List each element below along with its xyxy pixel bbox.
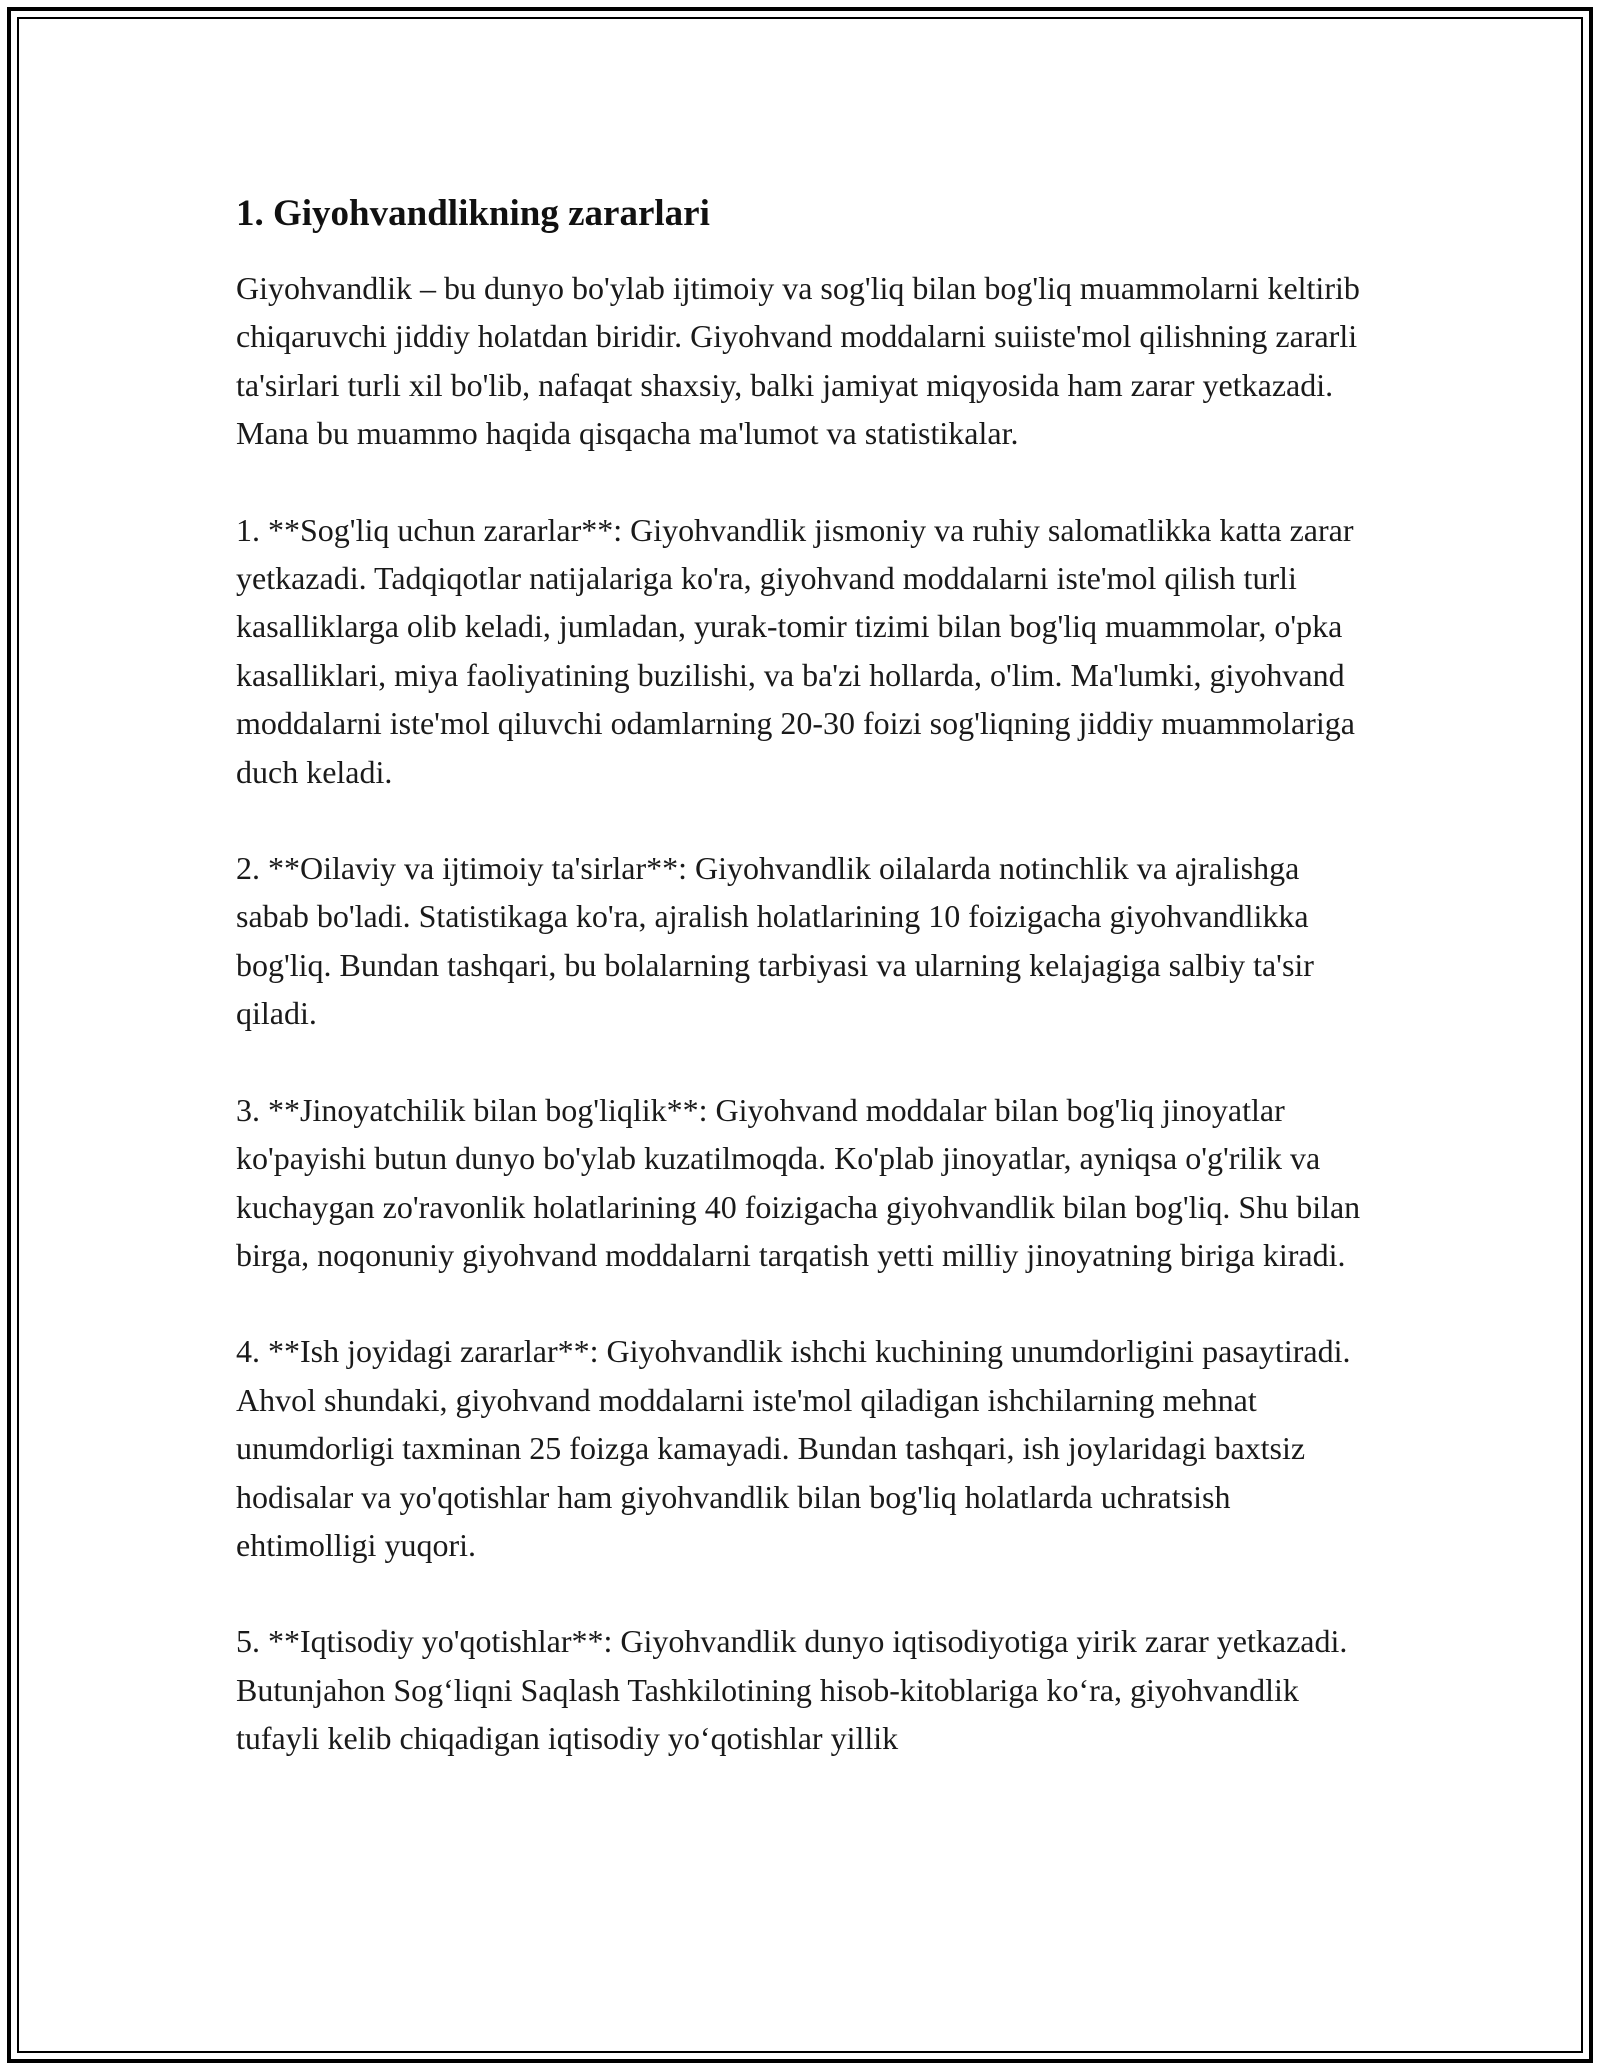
document-body [236, 186, 1376, 1811]
document-title: 1. Giyohvandlikning zararlari [236, 193, 710, 234]
intro-paragraph: Giyohvandlik – bu dunyo bo'ylab ijtimoiy va sog'liq bilan bog'liq muammolarni keltirib chiqaruvchi jiddiy holatdan biridir. Giyohvand moddalarni suiiste'mol qilishning zararli ta'sirlari turli xil bo'lib, nafaqat shaxsiy, balki jamiyat miqyosida ham zarar yetkazadi. Mana bu muammo haqida qisqacha ma'lumot va statistikalar. [236, 270, 1360, 452]
section-family-social-effects: 2. **Oilaviy va ijtimoiy ta'sirlar**: Giyohvandlik oilalarda notinchlik va ajralishga sabab bo'ladi. Statistikaga ko'ra, ajralish holatlarining 10 foizigacha giyohvandlikka bog'liq. Bundan tashqari, bu bolalarning tarbiyasi va ularning kelajagiga salbiy ta'sir qiladi. [236, 850, 1314, 1032]
section-health-harms: 1. **Sog'liq uchun zararlar**: Giyohvandlik jismoniy va ruhiy salomatlikka katta zarar yetkazadi. Tadqiqotlar natijalariga ko'ra, giyohvand moddalarni iste'mol qilish turli kasalliklarga olib keladi, jumladan, yurak-tomir tizimi bilan bog'liq muammolar, o'pka kasalliklari, miya faoliyatining buzilishi, va ba'zi hollarda, o'lim. Ma'lumki, giyohvand moddalarni iste'mol qiluvchi odamlarning 20-30 foizi sog'liqning jiddiy muammolariga duch keladi. [236, 511, 1355, 790]
section-crime-link: 3. **Jinoyatchilik bilan bog'liqlik**: Giyohvand moddalar bilan bog'liq jinoyatlar ko'payishi butun dunyo bo'ylab kuzatilmoqda. Ko'plab jinoyatlar, ayniqsa o'g'rilik va kuchaygan zo'ravonlik holatlarining 40 foizigacha giyohvandlik bilan bog'liq. Shu bilan birga, noqonuniy giyohvand moddalarni tarqatish yetti milliy jinoyatning biriga kiradi. [236, 1091, 1361, 1273]
section-economic-losses: 5. **Iqtisodiy yo'qotishlar**: Giyohvandlik dunyo iqtisodiyotiga yirik zarar yetkazadi. Butunjahon Sogʻliqni Saqlash Tashkilotining hisob-kitoblariga koʻra, giyohvandlik tufayli kelib chiqadigan iqtisodiy yoʻqotishlar yillik [236, 1623, 1348, 1757]
section-workplace-harms: 4. **Ish joyidagi zararlar**: Giyohvandlik ishchi kuchining unumdorligini pasaytiradi. Ahvol shundaki, giyohvand moddalarni iste'mol qiladigan ishchilarning mehnat unumdorligi taxminan 25 foizga kamayadi. Bundan tashqari, ish joylaridagi baxtsiz hodisalar va yo'qotishlar ham giyohvandlik bilan bog'liq holatlarda uchratsish ehtimolligi yuqori. [236, 1333, 1351, 1563]
